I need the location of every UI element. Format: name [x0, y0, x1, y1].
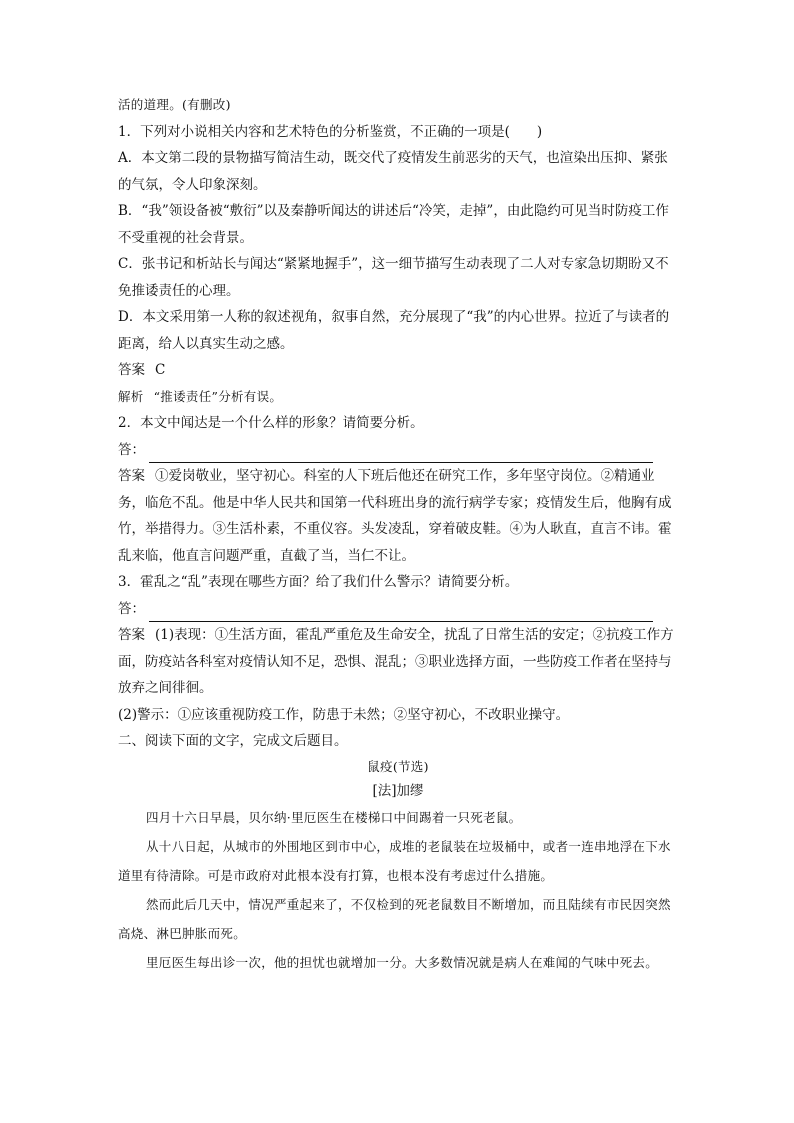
answer-fill-line[interactable]: [149, 603, 653, 622]
answer-label: 答案: [118, 362, 145, 378]
q1-option-a: A．本文第二段的景物描写简洁生动，既交代了疫情发生前恶劣的天气，也渲染出压抑、紧张的气氛，令人印象深刻。: [118, 150, 668, 193]
analysis-text: “推诿责任”分析有误。: [153, 388, 283, 404]
blank-label: 答：: [118, 600, 145, 617]
q2-answer-blank: [118, 437, 678, 464]
q1-stem: 1．下列对小说相关内容和艺术特色的分析鉴赏，不正确的一项是( ): [118, 123, 543, 140]
section2-heading: 二、阅读下面的文字，完成文后题目。: [118, 733, 348, 749]
q2-answer: [118, 463, 678, 569]
q3-warning: (2)警示：①应该重视防疫工作，防患于未然；②坚守初心，不改职业操守。: [118, 706, 570, 723]
analysis-label: 解析: [118, 388, 144, 404]
q2-stem: 2．本文中闻达是一个什么样的形象？请简要分析。: [118, 415, 424, 431]
q1-option-c: C．张书记和析站长与闻达“紧紧地握手”，这一细节描写生动表现了二人对专家急切期盼又不免推诿责任的心理。: [118, 256, 669, 299]
story-paragraph: 四月十六日早晨，贝尔纳·里厄医生在楼梯口中间踢着一只死老鼠。: [146, 809, 522, 825]
story-paragraph: 里厄医生每出诊一次，他的担忧也就增加一分。大多数情况就是病人在难闻的气味中死去。: [146, 954, 659, 970]
q3-answer: [118, 622, 678, 702]
answer-fill-line[interactable]: [149, 444, 653, 463]
q3-answer-blank: [118, 596, 678, 623]
answer-label: 答案: [118, 468, 145, 484]
story-paragraph: 然而此后几天中，情况严重起来了，不仅检到的死老鼠数目不断增加，而且陆续有市民因突然高烧、淋巴肿胀而死。: [118, 896, 671, 941]
q1-answer: [118, 357, 678, 384]
answer-text: ①爱岗敬业，坚守初心。科室的人下班后他还在研究工作，多年坚守岗位。②精通业务，临危不乱。他是中华人民共和国第一代科班出身的流行病学专家；疫情发生后，他胸有成竹，举措得力。③生活朴素，不重仪容。头发凌乱，穿着破皮鞋。④为人耿直，直言不讳。霍乱来临，他直言问题严重，直截了当，当仁不让。: [118, 468, 672, 564]
q1-option-b: B．“我”领设备被“敷衍”以及秦静听闻达的讲述后“冷笑，走掉”，由此隐约可见当时防疫工作不受重视的社会背景。: [118, 203, 669, 246]
story-title: 鼠疫(节选): [367, 758, 429, 774]
story-paragraph: 从十八日起，从城市的外围地区到市中心，成堆的老鼠装在垃圾桶中，或者一连串地浮在下水道里有待清除。可是市政府对此根本没有打算，也根本没有考虑过什么措施。: [118, 838, 671, 883]
answer-value: C: [155, 362, 166, 378]
story-author: [法]加缪: [372, 782, 424, 799]
answer-label: 答案: [118, 627, 145, 643]
q1-option-d: D．本文采用第一人称的叙述视角，叙事自然，充分展现了“我”的内心世界。拉近了与读者的距离，给人以真实生动之感。: [118, 309, 670, 352]
answer-text: (1)表现：①生活方面，霍乱严重危及生命安全，扰乱了日常生活的安定；②抗疫工作方面，防疫站各科室对疫情认知不足，恐惧、混乱；③职业选择方面，一些防疫工作者在坚持与放弃之间徘徊。: [118, 627, 674, 696]
story-body: [118, 803, 678, 977]
q3-stem: 3．霍乱之“乱”表现在哪些方面？给了我们什么警示？请简要分析。: [118, 574, 519, 590]
content-column: [118, 92, 678, 977]
q1-analysis: [118, 384, 678, 411]
blank-label: 答：: [118, 441, 145, 458]
top-fragment: 活的道理。(有删改): [118, 97, 231, 112]
